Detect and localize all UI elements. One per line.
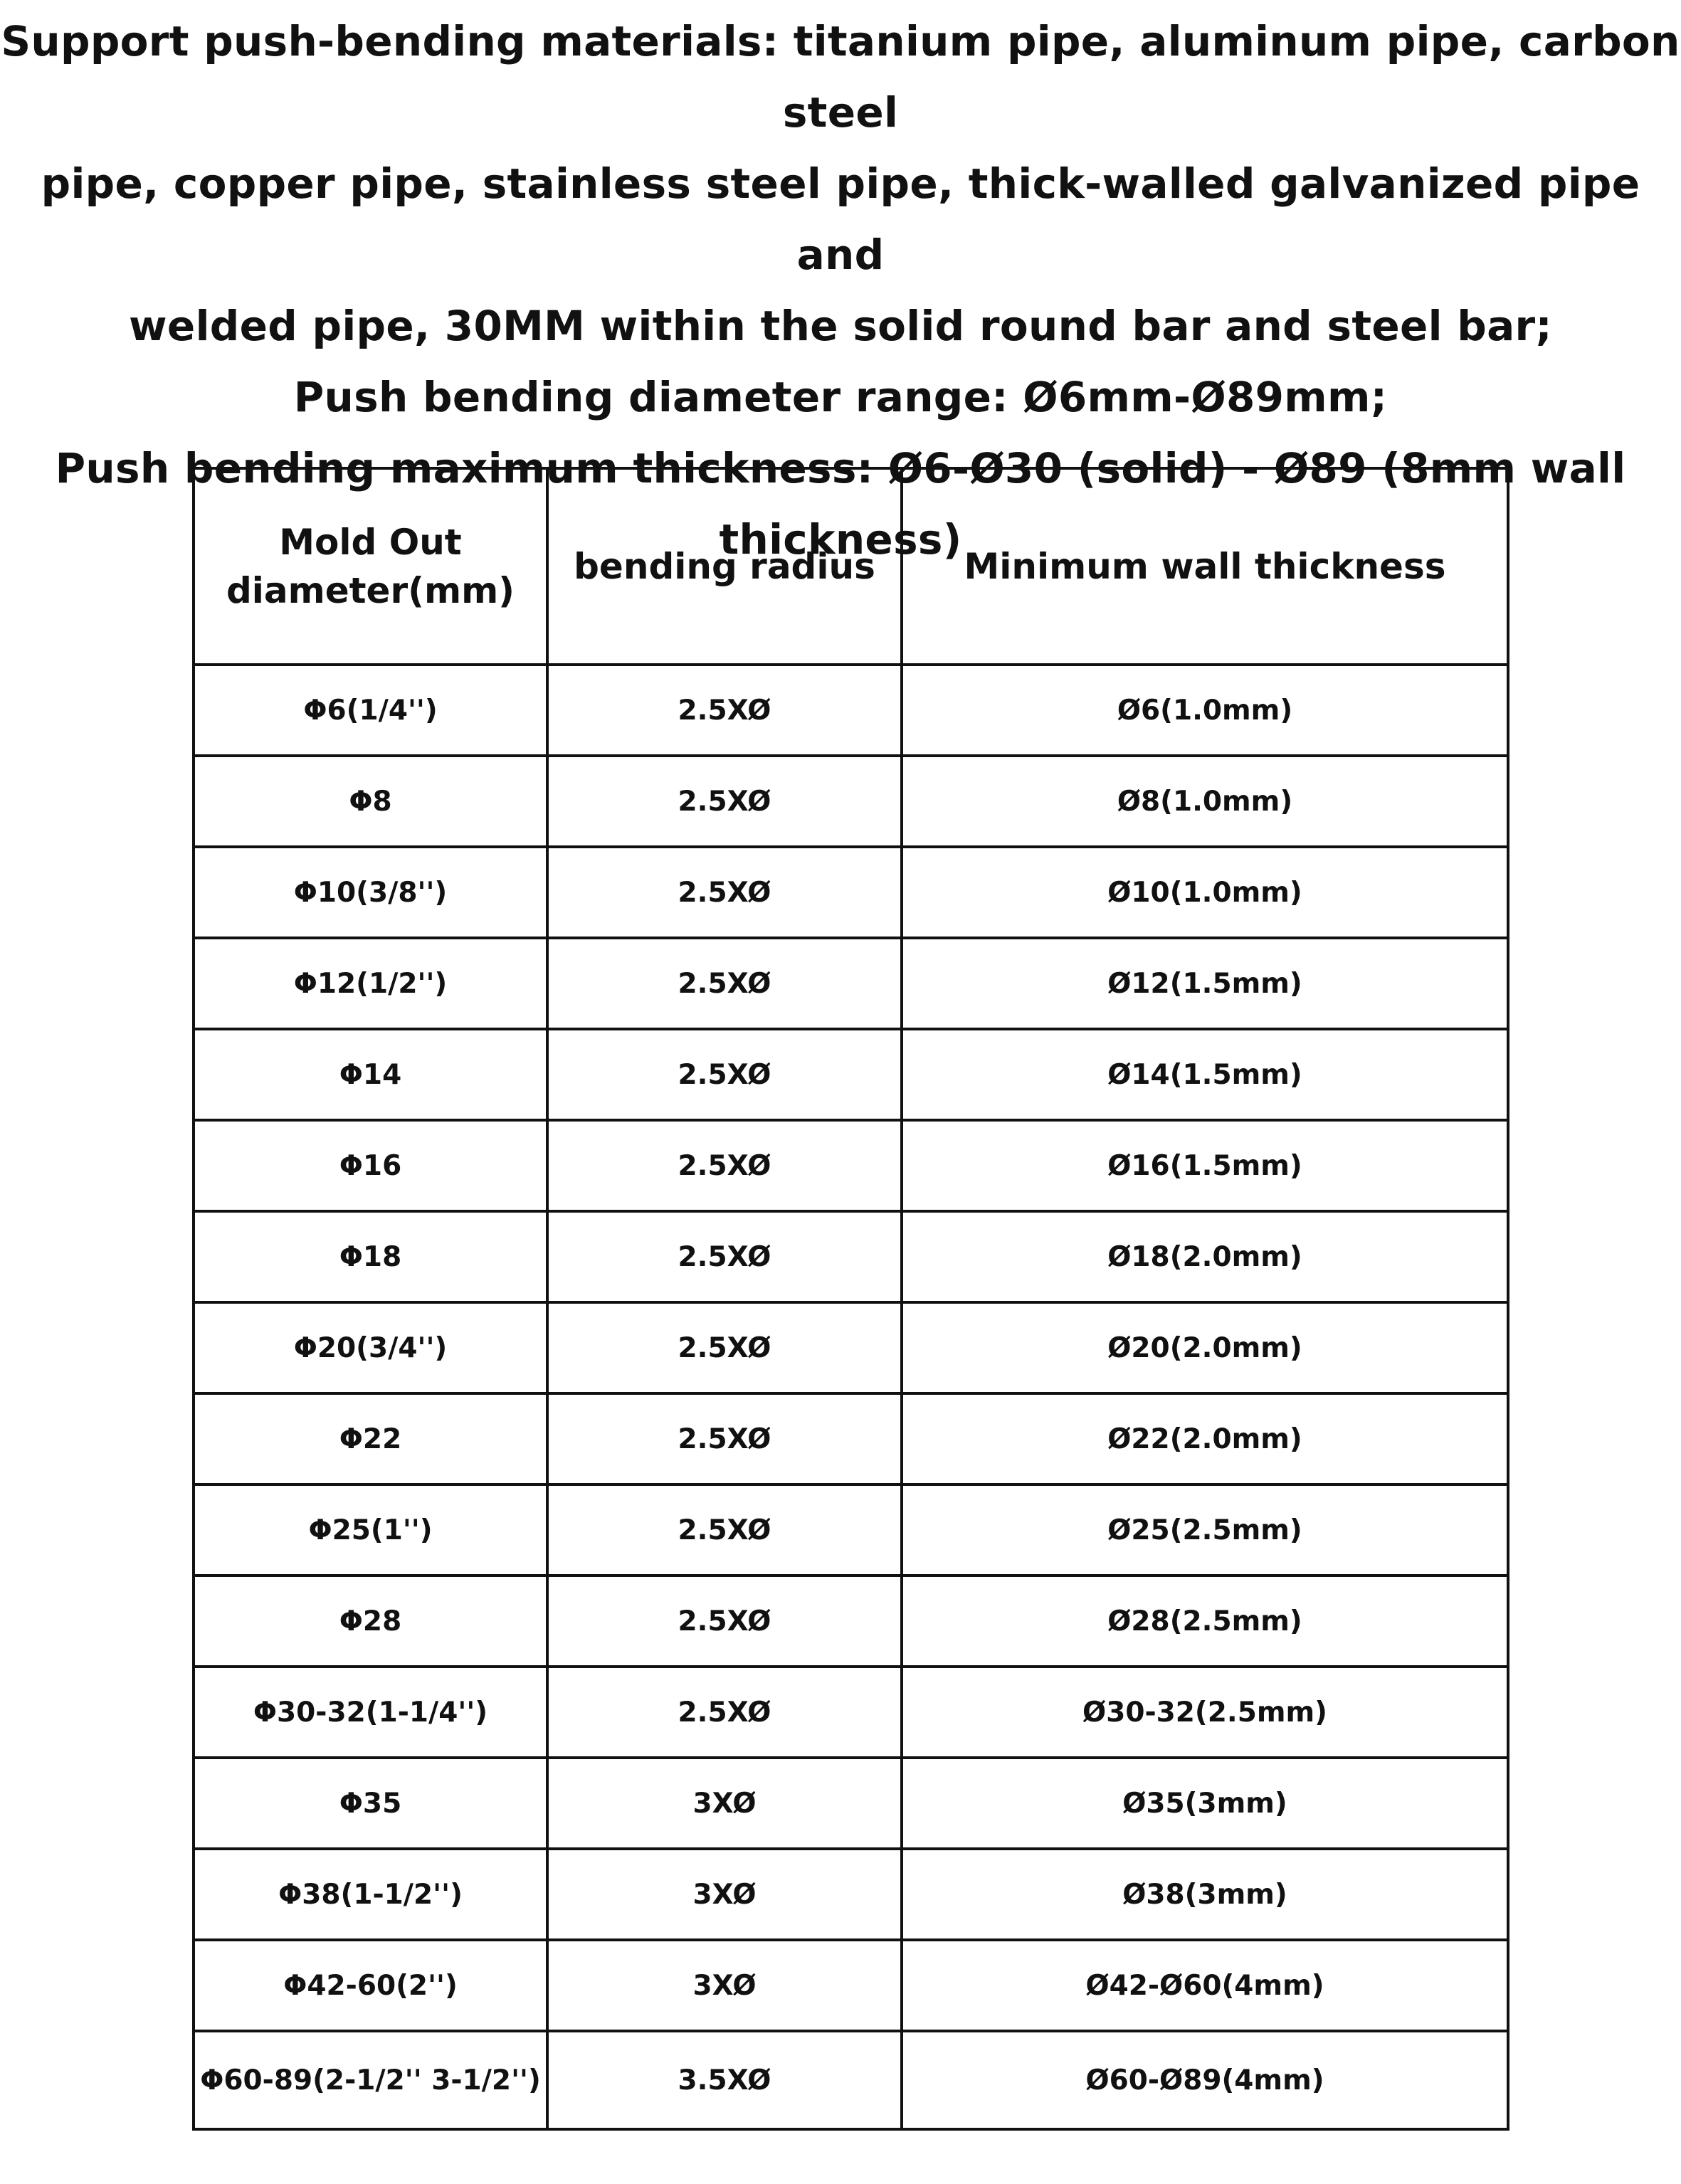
table-row bbox=[194, 1393, 1508, 1484]
cell-mold: Φ60-89(2-1/2'' 3-1/2'') bbox=[194, 2031, 547, 2129]
table-row bbox=[194, 1667, 1508, 1758]
table-row bbox=[194, 2031, 1508, 2129]
bending-spec-table bbox=[192, 467, 1509, 2131]
intro-line: welded pipe, 30MM within the solid round bar and steel bar; bbox=[129, 302, 1552, 350]
table-row bbox=[194, 1302, 1508, 1393]
cell-radius: 2.5XØ bbox=[547, 1029, 902, 1120]
cell-radius: 3XØ bbox=[547, 1940, 902, 2031]
table-row bbox=[194, 1484, 1508, 1576]
table-row bbox=[194, 756, 1508, 847]
cell-wall: Ø8(1.0mm) bbox=[902, 756, 1508, 847]
cell-wall: Ø20(2.0mm) bbox=[902, 1302, 1508, 1393]
cell-mold: Φ25(1'') bbox=[194, 1484, 547, 1576]
cell-radius: 2.5XØ bbox=[547, 938, 902, 1029]
table-row bbox=[194, 847, 1508, 938]
cell-mold: Φ18 bbox=[194, 1211, 547, 1302]
cell-mold: Φ6(1/4'') bbox=[194, 665, 547, 756]
cell-mold: Φ28 bbox=[194, 1576, 547, 1667]
cell-mold: Φ12(1/2'') bbox=[194, 938, 547, 1029]
cell-radius: 2.5XØ bbox=[547, 847, 902, 938]
table-row bbox=[194, 938, 1508, 1029]
cell-wall: Ø38(3mm) bbox=[902, 1849, 1508, 1940]
cell-radius: 2.5XØ bbox=[547, 1120, 902, 1211]
table-header-row bbox=[194, 468, 1508, 665]
header-mold-diameter bbox=[194, 468, 547, 665]
cell-mold: Φ10(3/8'') bbox=[194, 847, 547, 938]
cell-radius: 3XØ bbox=[547, 1758, 902, 1849]
header-min-wall-thickness: Minimum wall thickness bbox=[902, 468, 1508, 665]
cell-wall: Ø14(1.5mm) bbox=[902, 1029, 1508, 1120]
intro-line: pipe, copper pipe, stainless steel pipe, thick-walled galvanized pipe and bbox=[41, 159, 1640, 279]
cell-radius: 2.5XØ bbox=[547, 1211, 902, 1302]
cell-radius: 2.5XØ bbox=[547, 665, 902, 756]
table-row bbox=[194, 1849, 1508, 1940]
cell-mold: Φ16 bbox=[194, 1120, 547, 1211]
cell-wall: Ø22(2.0mm) bbox=[902, 1393, 1508, 1484]
table-row bbox=[194, 665, 1508, 756]
cell-wall: Ø30-32(2.5mm) bbox=[902, 1667, 1508, 1758]
cell-radius: 3.5XØ bbox=[547, 2031, 902, 2129]
intro-line: Support push-bending materials: titanium pipe, aluminum pipe, carbon steel bbox=[1, 17, 1680, 137]
cell-radius: 2.5XØ bbox=[547, 1302, 902, 1393]
table-row bbox=[194, 1211, 1508, 1302]
table-row bbox=[194, 1758, 1508, 1849]
cell-radius: 2.5XØ bbox=[547, 1484, 902, 1576]
cell-wall: Ø60-Ø89(4mm) bbox=[902, 2031, 1508, 2129]
cell-mold: Φ38(1-1/2'') bbox=[194, 1849, 547, 1940]
header-mold-line2: diameter(mm) bbox=[226, 570, 515, 611]
cell-wall: Ø10(1.0mm) bbox=[902, 847, 1508, 938]
cell-wall: Ø28(2.5mm) bbox=[902, 1576, 1508, 1667]
cell-radius: 2.5XØ bbox=[547, 1576, 902, 1667]
cell-mold: Φ30-32(1-1/4'') bbox=[194, 1667, 547, 1758]
cell-radius: 2.5XØ bbox=[547, 1393, 902, 1484]
intro-line: Push bending maximum thickness: Ø6-Ø30 (solid) - Ø89 (8mm wall bbox=[55, 444, 1626, 492]
cell-mold: Φ14 bbox=[194, 1029, 547, 1120]
cell-wall: Ø25(2.5mm) bbox=[902, 1484, 1508, 1576]
header-bending-radius: bending radius bbox=[547, 468, 902, 665]
cell-wall: Ø35(3mm) bbox=[902, 1758, 1508, 1849]
cell-wall: Ø12(1.5mm) bbox=[902, 938, 1508, 1029]
cell-wall: Ø16(1.5mm) bbox=[902, 1120, 1508, 1211]
cell-wall: Ø18(2.0mm) bbox=[902, 1211, 1508, 1302]
table-row bbox=[194, 1029, 1508, 1120]
cell-mold: Φ42-60(2'') bbox=[194, 1940, 547, 2031]
cell-mold: Φ22 bbox=[194, 1393, 547, 1484]
cell-mold: Φ8 bbox=[194, 756, 547, 847]
intro-line: thickness) bbox=[719, 515, 962, 564]
header-mold-line1: Mold Out bbox=[279, 522, 462, 563]
table-row bbox=[194, 1120, 1508, 1211]
cell-mold: Φ20(3/4'') bbox=[194, 1302, 547, 1393]
cell-radius: 2.5XØ bbox=[547, 1667, 902, 1758]
cell-radius: 2.5XØ bbox=[547, 756, 902, 847]
intro-line: Push bending diameter range: Ø6mm-Ø89mm; bbox=[293, 373, 1388, 421]
table-row bbox=[194, 1576, 1508, 1667]
table-row bbox=[194, 1940, 1508, 2031]
cell-wall: Ø42-Ø60(4mm) bbox=[902, 1940, 1508, 2031]
cell-mold: Φ35 bbox=[194, 1758, 547, 1849]
cell-wall: Ø6(1.0mm) bbox=[902, 665, 1508, 756]
cell-radius: 3XØ bbox=[547, 1849, 902, 1940]
